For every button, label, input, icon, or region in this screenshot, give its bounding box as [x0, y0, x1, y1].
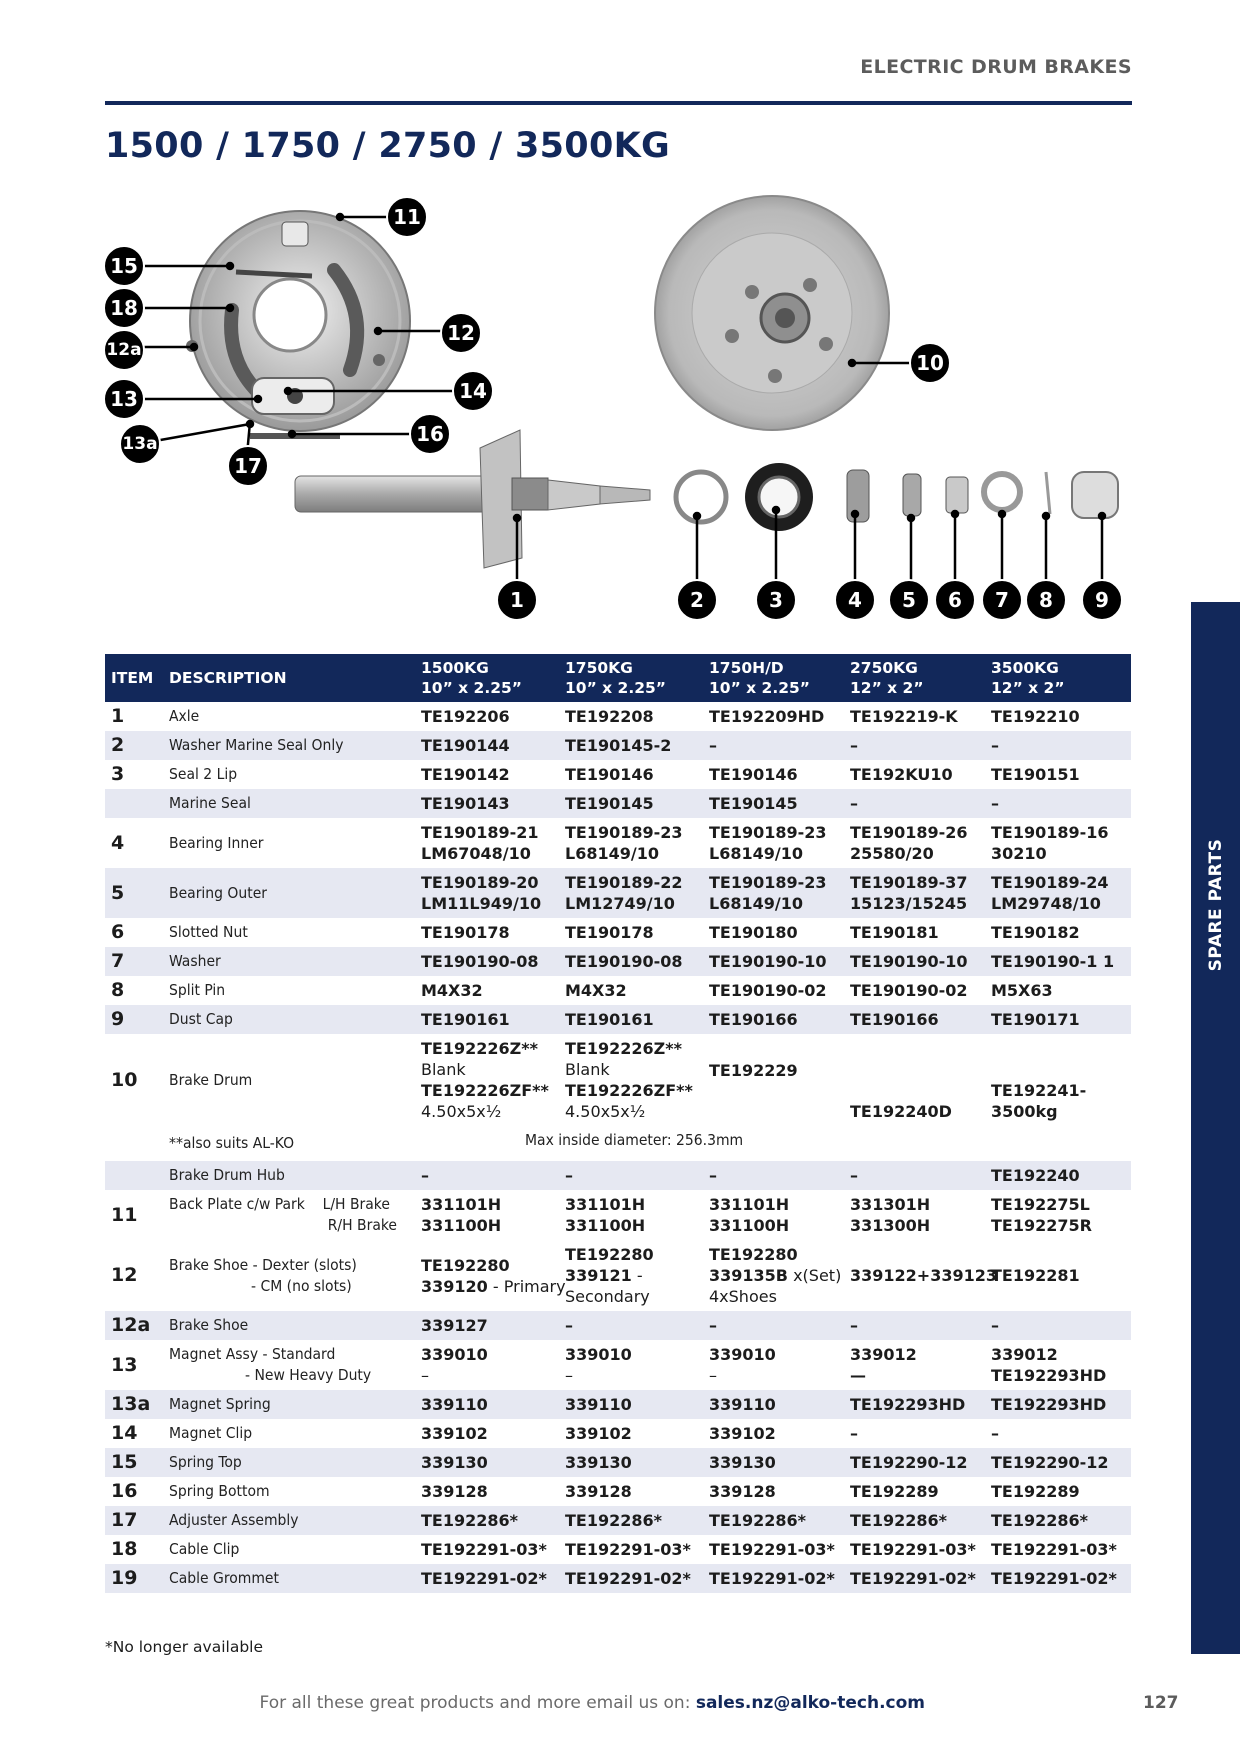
part-number: TE192291-03* — [421, 1540, 547, 1559]
item-number: 17 — [105, 1506, 163, 1535]
part-number: – — [985, 789, 1131, 818]
part-number: – — [559, 1161, 703, 1190]
header-item: ITEM — [105, 654, 163, 702]
part-number: TE192280 339121 - Secondary — [565, 1245, 654, 1306]
table-row — [105, 868, 1131, 918]
part-number: 339127 — [415, 1311, 559, 1340]
table-row — [105, 947, 1131, 976]
table-row — [105, 1034, 1131, 1126]
part-number: TE192291-02* — [844, 1564, 985, 1593]
side-tab — [1191, 602, 1240, 1654]
item-description: Bearing Inner — [169, 833, 264, 852]
item-description: Cable Grommet — [163, 1564, 415, 1593]
part-number: TE192291-02* — [559, 1564, 703, 1593]
table-row — [105, 789, 1131, 818]
part-number: TE192291-03* — [709, 1540, 835, 1559]
page-title: 1500 / 1750 / 2750 / 3500KG — [105, 126, 671, 166]
item-description: Seal 2 Lip — [169, 765, 238, 783]
part-number: M4X32 — [565, 981, 627, 1000]
part-number: TE192240D — [850, 1102, 952, 1121]
item-number: 9 — [105, 1005, 163, 1034]
part-number: – — [985, 1311, 1131, 1340]
part-number: TE190190-1 1 — [985, 947, 1131, 976]
header-1750hd: 1750H/D 10” x 2.25” — [703, 654, 844, 702]
header-1750kg: 1750KG 10” x 2.25” — [559, 654, 703, 702]
item-description: Spring Bottom — [169, 1482, 270, 1500]
callout-10: 10 — [909, 342, 951, 384]
part-number: – — [850, 1424, 858, 1443]
table-row — [105, 1311, 1131, 1340]
part-number: TE192291-02* — [703, 1564, 844, 1593]
table-row — [105, 1240, 1131, 1311]
item-description: Spring Top — [163, 1448, 415, 1477]
item-description: Axle — [169, 707, 200, 725]
table-row — [105, 1448, 1131, 1477]
part-number: 331101H 331100H — [565, 1195, 646, 1235]
part-number: – — [844, 789, 985, 818]
part-number: – — [703, 1161, 844, 1190]
part-number: TE192226Z** Blank TE192226ZF** 4.50x5x½ — [565, 1039, 693, 1121]
part-number: M5X63 — [991, 981, 1053, 1000]
part-number: 339128 — [709, 1482, 776, 1501]
callout-1: 1 — [496, 579, 538, 621]
part-number: TE192286* — [703, 1506, 844, 1535]
part-number: TE190181 — [850, 923, 939, 942]
part-number: 339102 — [565, 1424, 632, 1443]
section-title: ELECTRIC DRUM BRAKES — [860, 56, 1132, 78]
item-number: 4 — [111, 831, 125, 854]
part-number: TE190178 — [421, 923, 510, 942]
part-number: 339010 – — [565, 1345, 632, 1385]
callout-18: 18 — [103, 287, 145, 329]
part-number: 339130 — [703, 1448, 844, 1477]
item-description: Brake Drum — [169, 1070, 253, 1089]
table-row — [105, 1190, 1131, 1240]
item-description: Dust Cap — [163, 1005, 415, 1034]
part-number: 339128 — [565, 1482, 632, 1501]
part-number: 339110 — [559, 1390, 703, 1419]
part-number: – — [559, 1311, 703, 1340]
item-number: 12a — [105, 1311, 163, 1340]
table-row — [105, 1419, 1131, 1448]
part-number: TE190142 — [421, 765, 510, 784]
part-number: TE192240 — [985, 1161, 1131, 1190]
callout-12: 12 — [440, 312, 482, 354]
callout-13a: 13a — [119, 423, 161, 465]
parts-table — [105, 654, 1131, 1593]
callout-15: 15 — [103, 245, 145, 287]
callout-11: 11 — [386, 196, 428, 238]
part-number: TE192281 — [991, 1266, 1080, 1285]
header-2750kg: 2750KG 12” x 2” — [844, 654, 985, 702]
part-number: TE190189-16 30210 — [991, 823, 1109, 863]
part-number: TE190190-02 — [850, 981, 968, 1000]
part-number: TE190189-21 LM67048/10 — [421, 823, 539, 863]
part-number: 339128 — [421, 1482, 488, 1501]
callout-5: 5 — [888, 579, 930, 621]
callout-4: 4 — [834, 579, 876, 621]
back-plate-image — [186, 211, 410, 436]
part-number: TE192280 339120 - Primary — [421, 1255, 566, 1296]
drum-note: **also suits AL-KO — [169, 1134, 295, 1152]
callout-3: 3 — [755, 579, 797, 621]
part-number: 339010 – — [421, 1345, 488, 1385]
item-number: 13 — [111, 1353, 138, 1376]
table-row — [105, 1506, 1131, 1535]
max-diameter-note: Max inside diameter: 256.3mm — [525, 1131, 744, 1149]
callout-8: 8 — [1025, 579, 1067, 621]
item-number: 5 — [105, 868, 163, 918]
part-number: TE190190-08 — [559, 947, 703, 976]
part-number: TE192293HD — [844, 1390, 985, 1419]
part-number: TE192280 339135B x(Set) 4xShoes — [709, 1245, 842, 1306]
part-number: M4X32 — [421, 981, 483, 1000]
part-number: TE190171 — [985, 1005, 1131, 1034]
table-row — [105, 760, 1131, 789]
item-number: 11 — [111, 1203, 138, 1226]
part-number: TE192286* — [985, 1506, 1131, 1535]
part-number: – — [844, 1161, 985, 1190]
part-number: TE192286* — [844, 1506, 985, 1535]
part-number: TE190178 — [565, 923, 654, 942]
part-number: TE190161 — [415, 1005, 559, 1034]
table-row — [105, 1005, 1131, 1034]
part-number: TE190190-08 — [415, 947, 559, 976]
part-number: TE192226Z** Blank TE192226ZF** 4.50x5x½ — [421, 1039, 549, 1121]
header-3500kg: 3500KG 12” x 2” — [985, 654, 1131, 702]
part-number: TE192291-02* — [415, 1564, 559, 1593]
part-number: TE192290-12 — [844, 1448, 985, 1477]
item-description: Washer — [163, 947, 415, 976]
part-number: TE190182 — [991, 923, 1080, 942]
item-description: Bearing Outer — [163, 868, 415, 918]
part-number: TE190189-22 LM12749/10 — [559, 868, 703, 918]
callout-9: 9 — [1081, 579, 1123, 621]
part-number: TE190189-24 LM29748/10 — [985, 868, 1131, 918]
part-number: TE192241- 3500kg — [991, 1081, 1087, 1121]
part-number: TE192210 — [991, 707, 1080, 726]
part-number: 339130 — [559, 1448, 703, 1477]
callout-16: 16 — [409, 413, 451, 455]
part-number: – — [991, 1424, 999, 1443]
part-number: 331301H 331300H — [850, 1195, 931, 1235]
item-description: Magnet Assy - Standard - New Heavy Duty — [169, 1345, 372, 1384]
table-row — [105, 1535, 1131, 1564]
axle-image — [295, 430, 650, 568]
callout-17: 17 — [227, 445, 269, 487]
part-number: TE190161 — [559, 1005, 703, 1034]
table-row — [105, 1340, 1131, 1390]
part-number: TE192291-02* — [985, 1564, 1131, 1593]
brake-drum-image — [655, 196, 889, 430]
page-number: 127 — [1143, 1693, 1179, 1713]
item-number: 1 — [111, 705, 125, 727]
item-number: 2 — [105, 731, 163, 760]
part-number: TE190189-23 L68149/10 — [709, 823, 827, 863]
part-number: 339122+339123 — [850, 1266, 997, 1285]
part-number: TE192229 — [709, 1061, 798, 1080]
part-number: TE192208 — [565, 707, 654, 726]
item-number: 15 — [105, 1448, 163, 1477]
item-number: 7 — [105, 947, 163, 976]
part-number: TE190145 — [703, 789, 844, 818]
table-row — [105, 1161, 1131, 1190]
part-number: TE190189-37 15123/15245 — [844, 868, 985, 918]
callout-6: 6 — [934, 579, 976, 621]
footer-email-link[interactable]: sales.nz@alko-tech.com — [695, 1693, 925, 1713]
part-number: TE190189-20 LM11L949/10 — [415, 868, 559, 918]
table-row — [105, 1477, 1131, 1506]
item-description: Brake Shoe — [163, 1311, 415, 1340]
part-number: 339130 — [415, 1448, 559, 1477]
part-number: TE190180 — [709, 923, 798, 942]
item-description: Back Plate c/w Park L/H Brake R/H Brake — [169, 1195, 397, 1234]
item-number: 6 — [111, 921, 125, 943]
small-parts-image — [676, 463, 1118, 531]
part-number: TE192291-03* — [565, 1540, 691, 1559]
part-number: TE190189-23 L68149/10 — [565, 823, 683, 863]
side-tab-label: SPARE PARTS — [1206, 838, 1226, 972]
part-number: – — [703, 1311, 844, 1340]
part-number: TE190190-10 — [703, 947, 844, 976]
part-number: TE190146 — [565, 765, 654, 784]
header-description: DESCRIPTION — [163, 654, 415, 702]
part-number: – — [844, 1311, 985, 1340]
part-number: TE190144 — [415, 731, 559, 760]
part-number: TE192291-03* — [850, 1540, 976, 1559]
table-row — [105, 1126, 1131, 1161]
item-number: 3 — [111, 763, 125, 785]
part-number: TE192289 — [991, 1482, 1080, 1501]
part-number: TE192KU10 — [850, 765, 953, 784]
table-row — [105, 976, 1131, 1005]
header-1500kg: 1500KG 10” x 2.25” — [415, 654, 559, 702]
item-description: Cable Clip — [169, 1540, 240, 1558]
item-number — [105, 1161, 163, 1190]
part-number: 339110 — [703, 1390, 844, 1419]
callout-2: 2 — [676, 579, 718, 621]
table-row — [105, 1390, 1131, 1419]
part-number: TE190189-23 L68149/10 — [703, 868, 844, 918]
item-description: Adjuster Assembly — [163, 1506, 415, 1535]
availability-note: *No longer available — [105, 1638, 264, 1656]
item-description: Magnet Clip — [169, 1424, 253, 1442]
part-number: TE190145-2 — [559, 731, 703, 760]
part-number: TE190151 — [991, 765, 1080, 784]
item-description: Magnet Spring — [163, 1390, 415, 1419]
part-number: TE192293HD — [985, 1390, 1131, 1419]
part-number: 339012 — — [850, 1345, 917, 1385]
item-description: Split Pin — [169, 981, 226, 999]
part-number: 339010 – — [709, 1345, 776, 1385]
item-number — [105, 789, 163, 818]
item-description: Brake Drum Hub — [163, 1161, 415, 1190]
part-number: TE192286* — [559, 1506, 703, 1535]
part-number: TE190145 — [559, 789, 703, 818]
part-number: 331101H 331100H — [421, 1195, 502, 1235]
item-number: 16 — [111, 1480, 138, 1502]
table-row — [105, 818, 1131, 868]
item-number: 12 — [111, 1264, 138, 1286]
part-number: – — [844, 731, 985, 760]
part-number: – — [703, 731, 844, 760]
table-row — [105, 731, 1131, 760]
item-description: Washer Marine Seal Only — [163, 731, 415, 760]
callout-12a: 12a — [103, 329, 145, 371]
part-number: TE190190-02 — [709, 981, 827, 1000]
table-header-row — [105, 654, 1131, 702]
item-number: 8 — [111, 979, 125, 1001]
part-number: TE192286* — [415, 1506, 559, 1535]
part-number: TE192209HD — [709, 707, 825, 726]
part-number: TE192206 — [421, 707, 510, 726]
table-row — [105, 702, 1131, 731]
callout-13: 13 — [103, 378, 145, 420]
part-number: 339012 TE192293HD — [991, 1345, 1107, 1385]
parts-illustration — [0, 0, 1240, 640]
part-number: TE192275L TE192275R — [991, 1195, 1092, 1235]
part-number: TE190166 — [703, 1005, 844, 1034]
part-number: TE190189-26 25580/20 — [850, 823, 968, 863]
part-number: 339102 — [421, 1424, 488, 1443]
part-number: TE192290-12 — [985, 1448, 1131, 1477]
part-number: TE190146 — [709, 765, 798, 784]
item-number: 10 — [111, 1068, 138, 1091]
item-description: Slotted Nut — [169, 923, 248, 941]
part-number: TE192291-03* — [991, 1540, 1117, 1559]
table-row — [105, 1564, 1131, 1593]
part-number: – — [985, 731, 1131, 760]
part-number: TE190166 — [844, 1005, 985, 1034]
part-number: TE190143 — [415, 789, 559, 818]
part-number: 339102 — [709, 1424, 776, 1443]
footer-text: For all these great products and more email us on: — [259, 1693, 696, 1713]
item-description: Marine Seal — [163, 789, 415, 818]
part-number: TE190190-10 — [844, 947, 985, 976]
footer — [0, 1693, 925, 1713]
part-number: TE192289 — [850, 1482, 939, 1501]
item-number: 14 — [111, 1422, 138, 1444]
item-number: 13a — [105, 1390, 163, 1419]
table-row — [105, 918, 1131, 947]
item-description: Brake Shoe - Dexter (slots) - CM (no slots) — [169, 1255, 357, 1295]
part-number: – — [415, 1161, 559, 1190]
callout-7: 7 — [981, 579, 1023, 621]
part-number: 331101H 331100H — [709, 1195, 790, 1235]
part-number: 339110 — [415, 1390, 559, 1419]
item-number: 18 — [111, 1538, 138, 1560]
item-number: 19 — [105, 1564, 163, 1593]
callout-14: 14 — [452, 370, 494, 412]
part-number: TE192219-K — [850, 707, 958, 726]
